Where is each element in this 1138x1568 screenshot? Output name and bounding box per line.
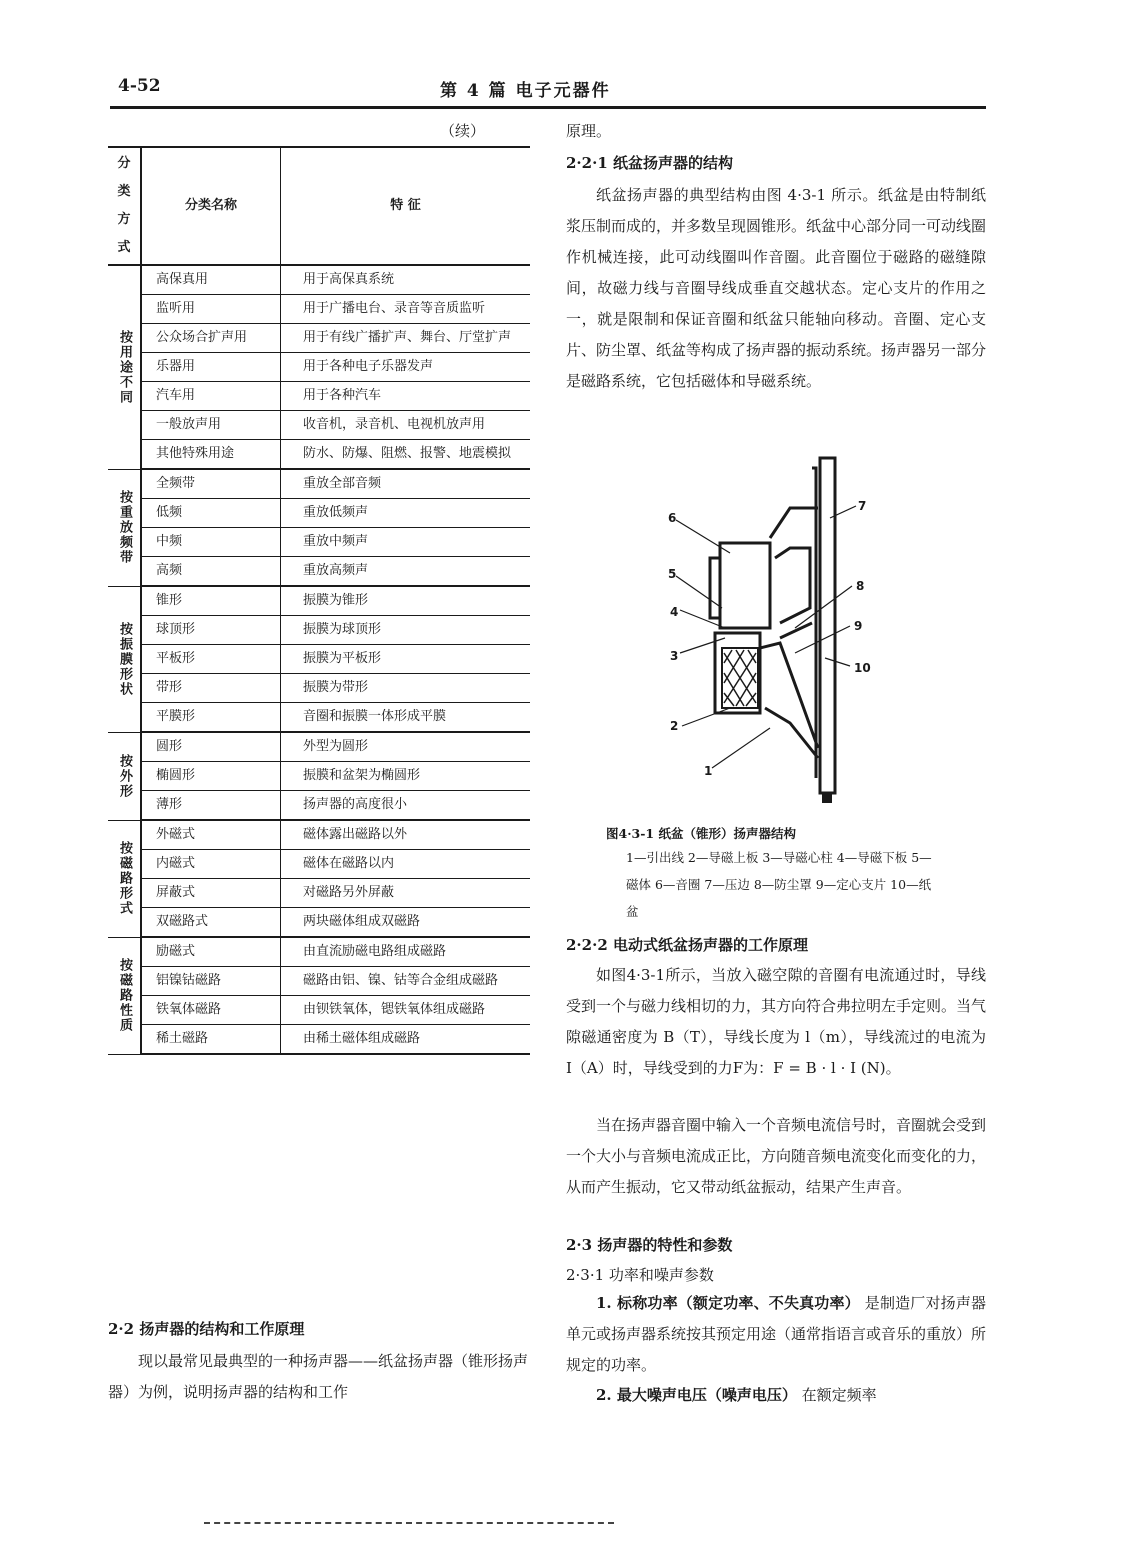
category-name-cell: 铝镍钴磁路 — [141, 967, 281, 996]
item-rated-power-text: 是制造厂对扬声器单元或扬声器系统按其预定用途（通常指语言或音乐的重放）所规定的功率。 — [566, 1294, 987, 1374]
table-group — [108, 265, 530, 469]
feature-cell: 振膜为锥形 — [281, 586, 531, 616]
feature-cell: 重放低频声 — [281, 499, 531, 528]
table-row — [108, 382, 530, 411]
diagram-label-3: 3 — [670, 649, 679, 663]
table-group — [108, 469, 530, 586]
table-row — [108, 703, 530, 733]
category-name-cell: 监听用 — [141, 295, 281, 324]
table-row — [108, 674, 530, 703]
paragraph-continued: 原理。 — [566, 122, 612, 140]
diagram-label-5: 5 — [668, 567, 677, 581]
feature-cell: 用于有线广播扩声、舞台、厅堂扩声 — [281, 324, 531, 353]
table-row — [108, 324, 530, 353]
section-heading-2-2-2: 2·2·2 电动式纸盆扬声器的工作原理 — [566, 936, 808, 954]
table-row — [108, 353, 530, 382]
category-name-cell: 中频 — [141, 528, 281, 557]
group-label: 按振膜形状 — [108, 586, 141, 732]
section-heading-2-3-1: 2·3·1 功率和噪声参数 — [566, 1266, 714, 1284]
footer-dash-rule — [204, 1522, 614, 1524]
category-name-cell: 内磁式 — [141, 850, 281, 879]
category-name-cell: 汽车用 — [141, 382, 281, 411]
feature-cell: 重放高频声 — [281, 557, 531, 587]
feature-cell: 由钡铁氧体，锶铁氧体组成磁路 — [281, 996, 531, 1025]
table-group — [108, 820, 530, 937]
feature-cell: 重放全部音频 — [281, 469, 531, 499]
category-name-cell: 外磁式 — [141, 820, 281, 850]
table-row — [108, 850, 530, 879]
header-category-method: 分类方式 — [108, 148, 141, 265]
table-row — [108, 937, 530, 967]
feature-cell: 由稀土磁体组成磁路 — [281, 1025, 531, 1055]
feature-cell: 外型为圆形 — [281, 732, 531, 762]
category-name-cell: 公众场合扩声用 — [141, 324, 281, 353]
feature-cell: 用于各种汽车 — [281, 382, 531, 411]
feature-cell: 振膜和盆架为椭圆形 — [281, 762, 531, 791]
section-heading-2-2: 2·2 扬声器的结构和工作原理 — [108, 1320, 305, 1338]
diagram-label-10: 10 — [854, 661, 871, 675]
category-name-cell: 高保真用 — [141, 265, 281, 295]
feature-cell: 对磁路另外屏蔽 — [281, 879, 531, 908]
diagram-label-2: 2 — [670, 719, 679, 733]
figure-legend: 1—引出线 2—导磁上板 3—导磁心柱 4—导磁下板 5—磁体 6—音圈 7—压边 8—防尘罩 9—定心支片 10—纸盆 — [626, 850, 932, 919]
feature-cell: 振膜为平板形 — [281, 645, 531, 674]
section-heading-2-2-1: 2·2·1 纸盆扬声器的结构 — [566, 154, 733, 172]
category-name-cell: 低频 — [141, 499, 281, 528]
table-row — [108, 1025, 530, 1055]
table-row — [108, 265, 530, 295]
section-heading-2-3: 2·3 扬声器的特性和参数 — [566, 1236, 733, 1254]
figure-caption: 图4·3-1 纸盆（锥形）扬声器结构 — [606, 826, 796, 841]
table-row — [108, 879, 530, 908]
table-row — [108, 469, 530, 499]
category-name-cell: 薄形 — [141, 791, 281, 821]
feature-cell: 扬声器的高度很小 — [281, 791, 531, 821]
group-label: 按磁路形式 — [108, 820, 141, 937]
category-name-cell: 铁氧体磁路 — [141, 996, 281, 1025]
paragraph-vibration: 当在扬声器音圈中输入一个音频电流信号时，音圈就会受到一个大小与音频电流成正比，方向随音频电流变化而变化的力，从而产生振动，它又带动纸盆振动，结果产生声音。 — [566, 1116, 987, 1196]
category-name-cell: 锥形 — [141, 586, 281, 616]
item-max-noise-text: 在额定频率 — [801, 1386, 877, 1404]
category-name-cell: 励磁式 — [141, 937, 281, 967]
group-label: 按外形 — [108, 732, 141, 820]
category-name-cell: 圆形 — [141, 732, 281, 762]
header-category-name: 分类名称 — [141, 148, 281, 265]
feature-cell: 收音机，录音机、电视机放声用 — [281, 411, 531, 440]
feature-cell: 音圈和振膜一体形成平膜 — [281, 703, 531, 733]
category-name-cell: 双磁路式 — [141, 908, 281, 938]
classification-table — [108, 148, 530, 1055]
category-name-cell: 高频 — [141, 557, 281, 587]
table-row — [108, 996, 530, 1025]
item-max-noise-voltage — [566, 1380, 986, 1411]
table-group — [108, 586, 530, 732]
page-number: 4-52 — [118, 76, 161, 96]
header-rule — [110, 106, 986, 109]
feature-cell: 磁体露出磁路以外 — [281, 820, 531, 850]
diagram-label-7: 7 — [858, 499, 867, 513]
section-2-2-text: 现以最常见最典型的一种扬声器——纸盆扬声器（锥形扬声器）为例，说明扬声器的结构和工作 — [108, 1352, 529, 1401]
table-row — [108, 440, 530, 470]
diagram-label-8: 8 — [856, 579, 865, 593]
diagram-label-4: 4 — [670, 605, 679, 619]
item-rated-power-head: 1. 标称功率（额定功率、不失真功率） — [596, 1294, 860, 1312]
table-row — [108, 411, 530, 440]
speaker-structure-diagram — [640, 448, 940, 808]
table-row — [108, 645, 530, 674]
feature-cell: 由直流励磁电路组成磁路 — [281, 937, 531, 967]
group-label: 按用途不同 — [108, 265, 141, 469]
table-row — [108, 295, 530, 324]
table-group — [108, 732, 530, 820]
category-name-cell: 乐器用 — [141, 353, 281, 382]
feature-cell: 用于各种电子乐器发声 — [281, 353, 531, 382]
feature-cell: 用于高保真系统 — [281, 265, 531, 295]
table-row — [108, 967, 530, 996]
table-row — [108, 732, 530, 762]
chapter-title: 第 4 篇 电子元器件 — [440, 81, 611, 101]
category-name-cell: 全频带 — [141, 469, 281, 499]
feature-cell: 磁体在磁路以内 — [281, 850, 531, 879]
feature-cell: 振膜为带形 — [281, 674, 531, 703]
paragraph-principle: 如图4·3-1所示，当放入磁空隙的音圈有电流通过时，导线受到一个与磁力线相切的力，其方向符合弗拉明左手定则。当气隙磁通密度为 B（T），导线长度为 l（m），导线流过的电流为 I（A）时，导线受到的力F为：F = B · l · I (N)。 — [566, 966, 987, 1077]
group-label: 按重放频带 — [108, 469, 141, 586]
category-name-cell: 椭圆形 — [141, 762, 281, 791]
paragraph-structure: 纸盆扬声器的典型结构由图 4·3-1 所示。纸盆是由特制纸浆压制而成的，并多数呈现圆锥形。纸盆中心部分同一可动线圈作机械连接，此可动线圈叫作音圈。此音圈位于磁路的磁缝隙间，故磁力线与音圈导线成垂直交越状态。定心支片的作用之一，就是限制和保证音圈和纸盆只能轴向移动。音圈、定心支片、防尘罩、纸盆等构成了扬声器的振动系统。扬声器另一部分是磁路系统，它包括磁体和导磁系统。 — [566, 186, 987, 390]
category-name-cell: 一般放声用 — [141, 411, 281, 440]
category-name-cell: 带形 — [141, 674, 281, 703]
diagram-label-9: 9 — [854, 619, 863, 633]
table-row — [108, 762, 530, 791]
table-row — [108, 499, 530, 528]
diagram-label-6: 6 — [668, 511, 677, 525]
table-header-row — [108, 148, 530, 265]
category-name-cell: 平板形 — [141, 645, 281, 674]
category-name-cell: 其他特殊用途 — [141, 440, 281, 470]
feature-cell: 两块磁体组成双磁路 — [281, 908, 531, 938]
table-row — [108, 791, 530, 821]
diagram-label-1: 1 — [704, 764, 713, 778]
table-group — [108, 937, 530, 1054]
category-name-cell: 平膜形 — [141, 703, 281, 733]
category-name-cell: 球顶形 — [141, 616, 281, 645]
feature-cell: 用于广播电台、录音等音质监听 — [281, 295, 531, 324]
table-continued-label: （续） — [440, 122, 486, 140]
table-row — [108, 586, 530, 616]
feature-cell: 磁路由铝、镍、钴等合金组成磁路 — [281, 967, 531, 996]
feature-cell: 重放中频声 — [281, 528, 531, 557]
table-row — [108, 557, 530, 587]
table-row — [108, 908, 530, 938]
category-name-cell: 稀土磁路 — [141, 1025, 281, 1055]
group-label: 按磁路性质 — [108, 937, 141, 1054]
feature-cell: 振膜为球顶形 — [281, 616, 531, 645]
item-max-noise-head: 2. 最大噪声电压（噪声电压） — [596, 1386, 797, 1404]
category-name-cell: 屏蔽式 — [141, 879, 281, 908]
table-row — [108, 820, 530, 850]
table-row — [108, 616, 530, 645]
header-feature: 特 征 — [281, 148, 531, 265]
table-row — [108, 528, 530, 557]
feature-cell: 防水、防爆、阻燃、报警、地震模拟 — [281, 440, 531, 470]
item-rated-power — [566, 1288, 986, 1381]
